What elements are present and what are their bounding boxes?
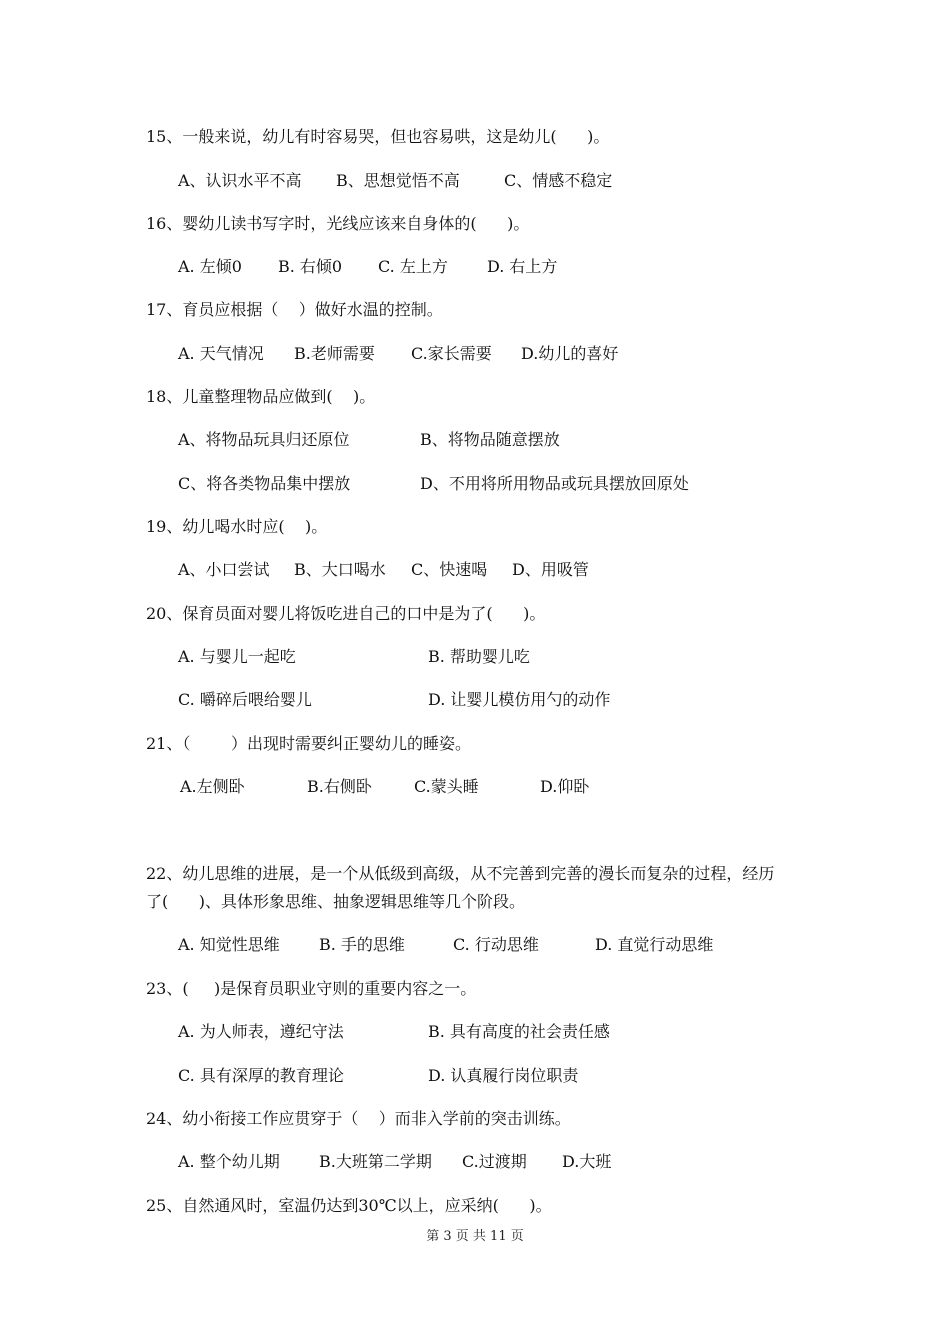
question-24-option-c: C.过渡期 [462, 1152, 527, 1171]
question-18-option-a: A、将物品玩具归还原位 [178, 430, 350, 449]
question-18-option-c: C、将各类物品集中摆放 [178, 474, 351, 493]
question-19-option-b: B、大口喝水 [294, 560, 386, 579]
question-23-option-b: B. 具有高度的社会责任感 [428, 1022, 610, 1041]
question-15-stem: 15、一般来说，幼儿有时容易哭，但也容易哄，这是幼儿( )。 [146, 127, 610, 146]
question-22-stem-line-2: 了( )、具体形象思维、抽象逻辑思维等几个阶段。 [146, 892, 526, 911]
question-21-option-c: C.蒙头睡 [414, 777, 479, 796]
question-17-option-b: B.老师需要 [294, 344, 375, 363]
question-15-option-c: C、情感不稳定 [504, 171, 613, 190]
question-16-stem: 16、婴幼儿读书写字时，光线应该来自身体的( )。 [146, 214, 530, 233]
question-16-option-b: B. 右倾0 [278, 257, 343, 276]
question-22-option-b: B. 手的思维 [319, 935, 405, 954]
question-23-option-c: C. 具有深厚的教育理论 [178, 1066, 344, 1085]
question-24-option-a: A. 整个幼儿期 [178, 1152, 280, 1171]
question-20-option-a: A. 与婴儿一起吃 [178, 647, 296, 666]
question-19-option-a: A、小口尝试 [178, 560, 270, 579]
question-25-stem: 25、自然通风时，室温仍达到30℃以上，应采纳( )。 [146, 1196, 552, 1215]
question-24-option-d: D.大班 [562, 1152, 612, 1171]
question-20-option-d: D. 让婴儿模仿用勺的动作 [428, 690, 611, 709]
question-24-stem: 24、幼小衔接工作应贯穿于（ ）而非入学前的突击训练。 [146, 1109, 571, 1128]
question-23-option-a: A. 为人师表，遵纪守法 [178, 1022, 344, 1041]
question-17-stem: 17、育员应根据（ ）做好水温的控制。 [146, 300, 443, 319]
question-19-stem: 19、幼儿喝水时应( )。 [146, 517, 328, 536]
question-18-option-b: B、将物品随意摆放 [420, 430, 560, 449]
question-23-option-d: D. 认真履行岗位职责 [428, 1066, 579, 1085]
question-21-stem: 21、（ ）出现时需要纠正婴幼儿的睡姿。 [146, 734, 472, 753]
question-22-option-a: A. 知觉性思维 [178, 935, 280, 954]
question-15-option-b: B、思想觉悟不高 [336, 171, 460, 190]
question-15-option-a: A、认识水平不高 [178, 171, 302, 190]
question-22-option-d: D. 直觉行动思维 [595, 935, 714, 954]
question-22-option-c: C. 行动思维 [453, 935, 539, 954]
question-18-option-d: D、不用将所用物品或玩具摆放回原处 [420, 474, 689, 493]
question-19-option-d: D、用吸管 [512, 560, 589, 579]
question-20-option-c: C. 嚼碎后喂给婴儿 [178, 690, 312, 709]
question-21-option-a: A.左侧卧 [180, 777, 245, 796]
question-22-stem-line-1: 22、幼儿思维的进展，是一个从低级到高级，从不完善到完善的漫长而复杂的过程，经历 [146, 864, 775, 883]
question-19-option-c: C、快速喝 [411, 560, 488, 579]
question-20-option-b: B. 帮助婴儿吃 [428, 647, 530, 666]
question-17-option-c: C.家长需要 [411, 344, 492, 363]
question-16-option-a: A. 左倾0 [178, 257, 242, 276]
question-18-stem: 18、儿童整理物品应做到( )。 [146, 387, 376, 406]
question-16-option-d: D. 右上方 [487, 257, 558, 276]
question-17-option-d: D.幼儿的喜好 [521, 344, 619, 363]
question-17-option-a: A. 天气情况 [178, 344, 264, 363]
page-number-footer: 第 3 页 共 11 页 [426, 1229, 524, 1244]
question-24-option-b: B.大班第二学期 [319, 1152, 432, 1171]
question-16-option-c: C. 左上方 [378, 257, 448, 276]
question-20-stem: 20、保育员面对婴儿将饭吃进自己的口中是为了( )。 [146, 604, 546, 623]
question-21-option-d: D.仰卧 [540, 777, 590, 796]
question-21-option-b: B.右侧卧 [307, 777, 372, 796]
question-23-stem: 23、( )是保育员职业守则的重要内容之一。 [146, 979, 477, 998]
